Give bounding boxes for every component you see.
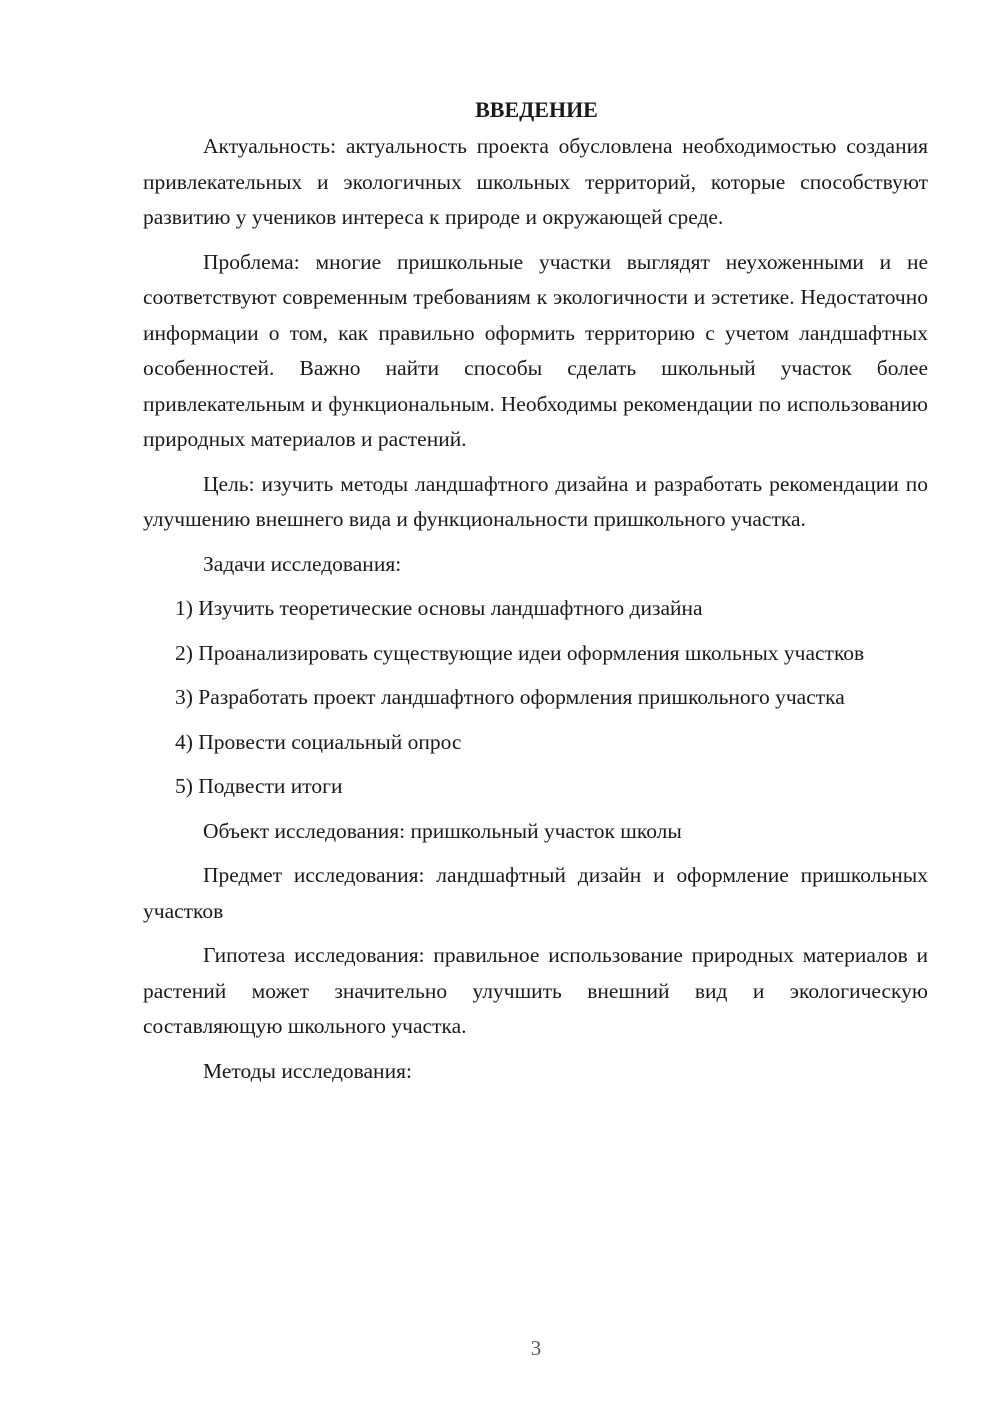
page-number: 3	[530, 1336, 542, 1360]
list-item: 3) Разработать проект ландшафтного оформления пришкольного участка	[175, 685, 845, 709]
paragraph-object: Объект исследования: пришкольный участок школы	[203, 818, 682, 843]
tasks-list	[143, 591, 928, 805]
paragraph-problem: Проблема: многие пришкольные участки выглядят неухоженными и не соответствуют современным требованиям к экологичности и эстетике. Недостаточно информации о том, как правильно оформить территорию с учетом ландшафтных особенностей. Важно найти способы сделать школьный участок более привлекательным и функциональным. Необходимы рекомендации по использованию природных материалов и растений.	[143, 249, 928, 451]
page-title: ВВЕДЕНИЕ	[475, 97, 598, 122]
list-item: 2) Проанализировать существующие идеи оформления школьных участков	[175, 640, 865, 665]
paragraph-relevance: Актуальность: актуальность проекта обусловлена необходимостью создания привлекательных и экологичных школьных территорий, которые способствуют развитию у учеников интереса к природе и окружающей среде.	[143, 134, 928, 229]
list-item: 1) Изучить теоретические основы ландшафтного дизайна	[175, 596, 703, 620]
paragraph-subject: Предмет исследования: ландшафтный дизайн и оформление пришкольных участков	[143, 863, 928, 923]
document-page	[143, 95, 928, 1098]
paragraph-goal: Цель: изучить методы ландшафтного дизайна и разработать рекомендации по улучшению внешнего вида и функциональности пришкольного участка.	[143, 471, 928, 531]
methods-heading: Методы исследования:	[203, 1058, 412, 1083]
paragraph-hypothesis: Гипотеза исследования: правильное использование природных материалов и растений может значительно улучшить внешний вид и экологическую составляющую школьного участка.	[143, 943, 928, 1038]
list-item: 4) Провести социальный опрос	[175, 729, 462, 754]
list-item: 5) Подвести итоги	[175, 774, 343, 798]
tasks-heading: Задачи исследования:	[203, 551, 402, 576]
